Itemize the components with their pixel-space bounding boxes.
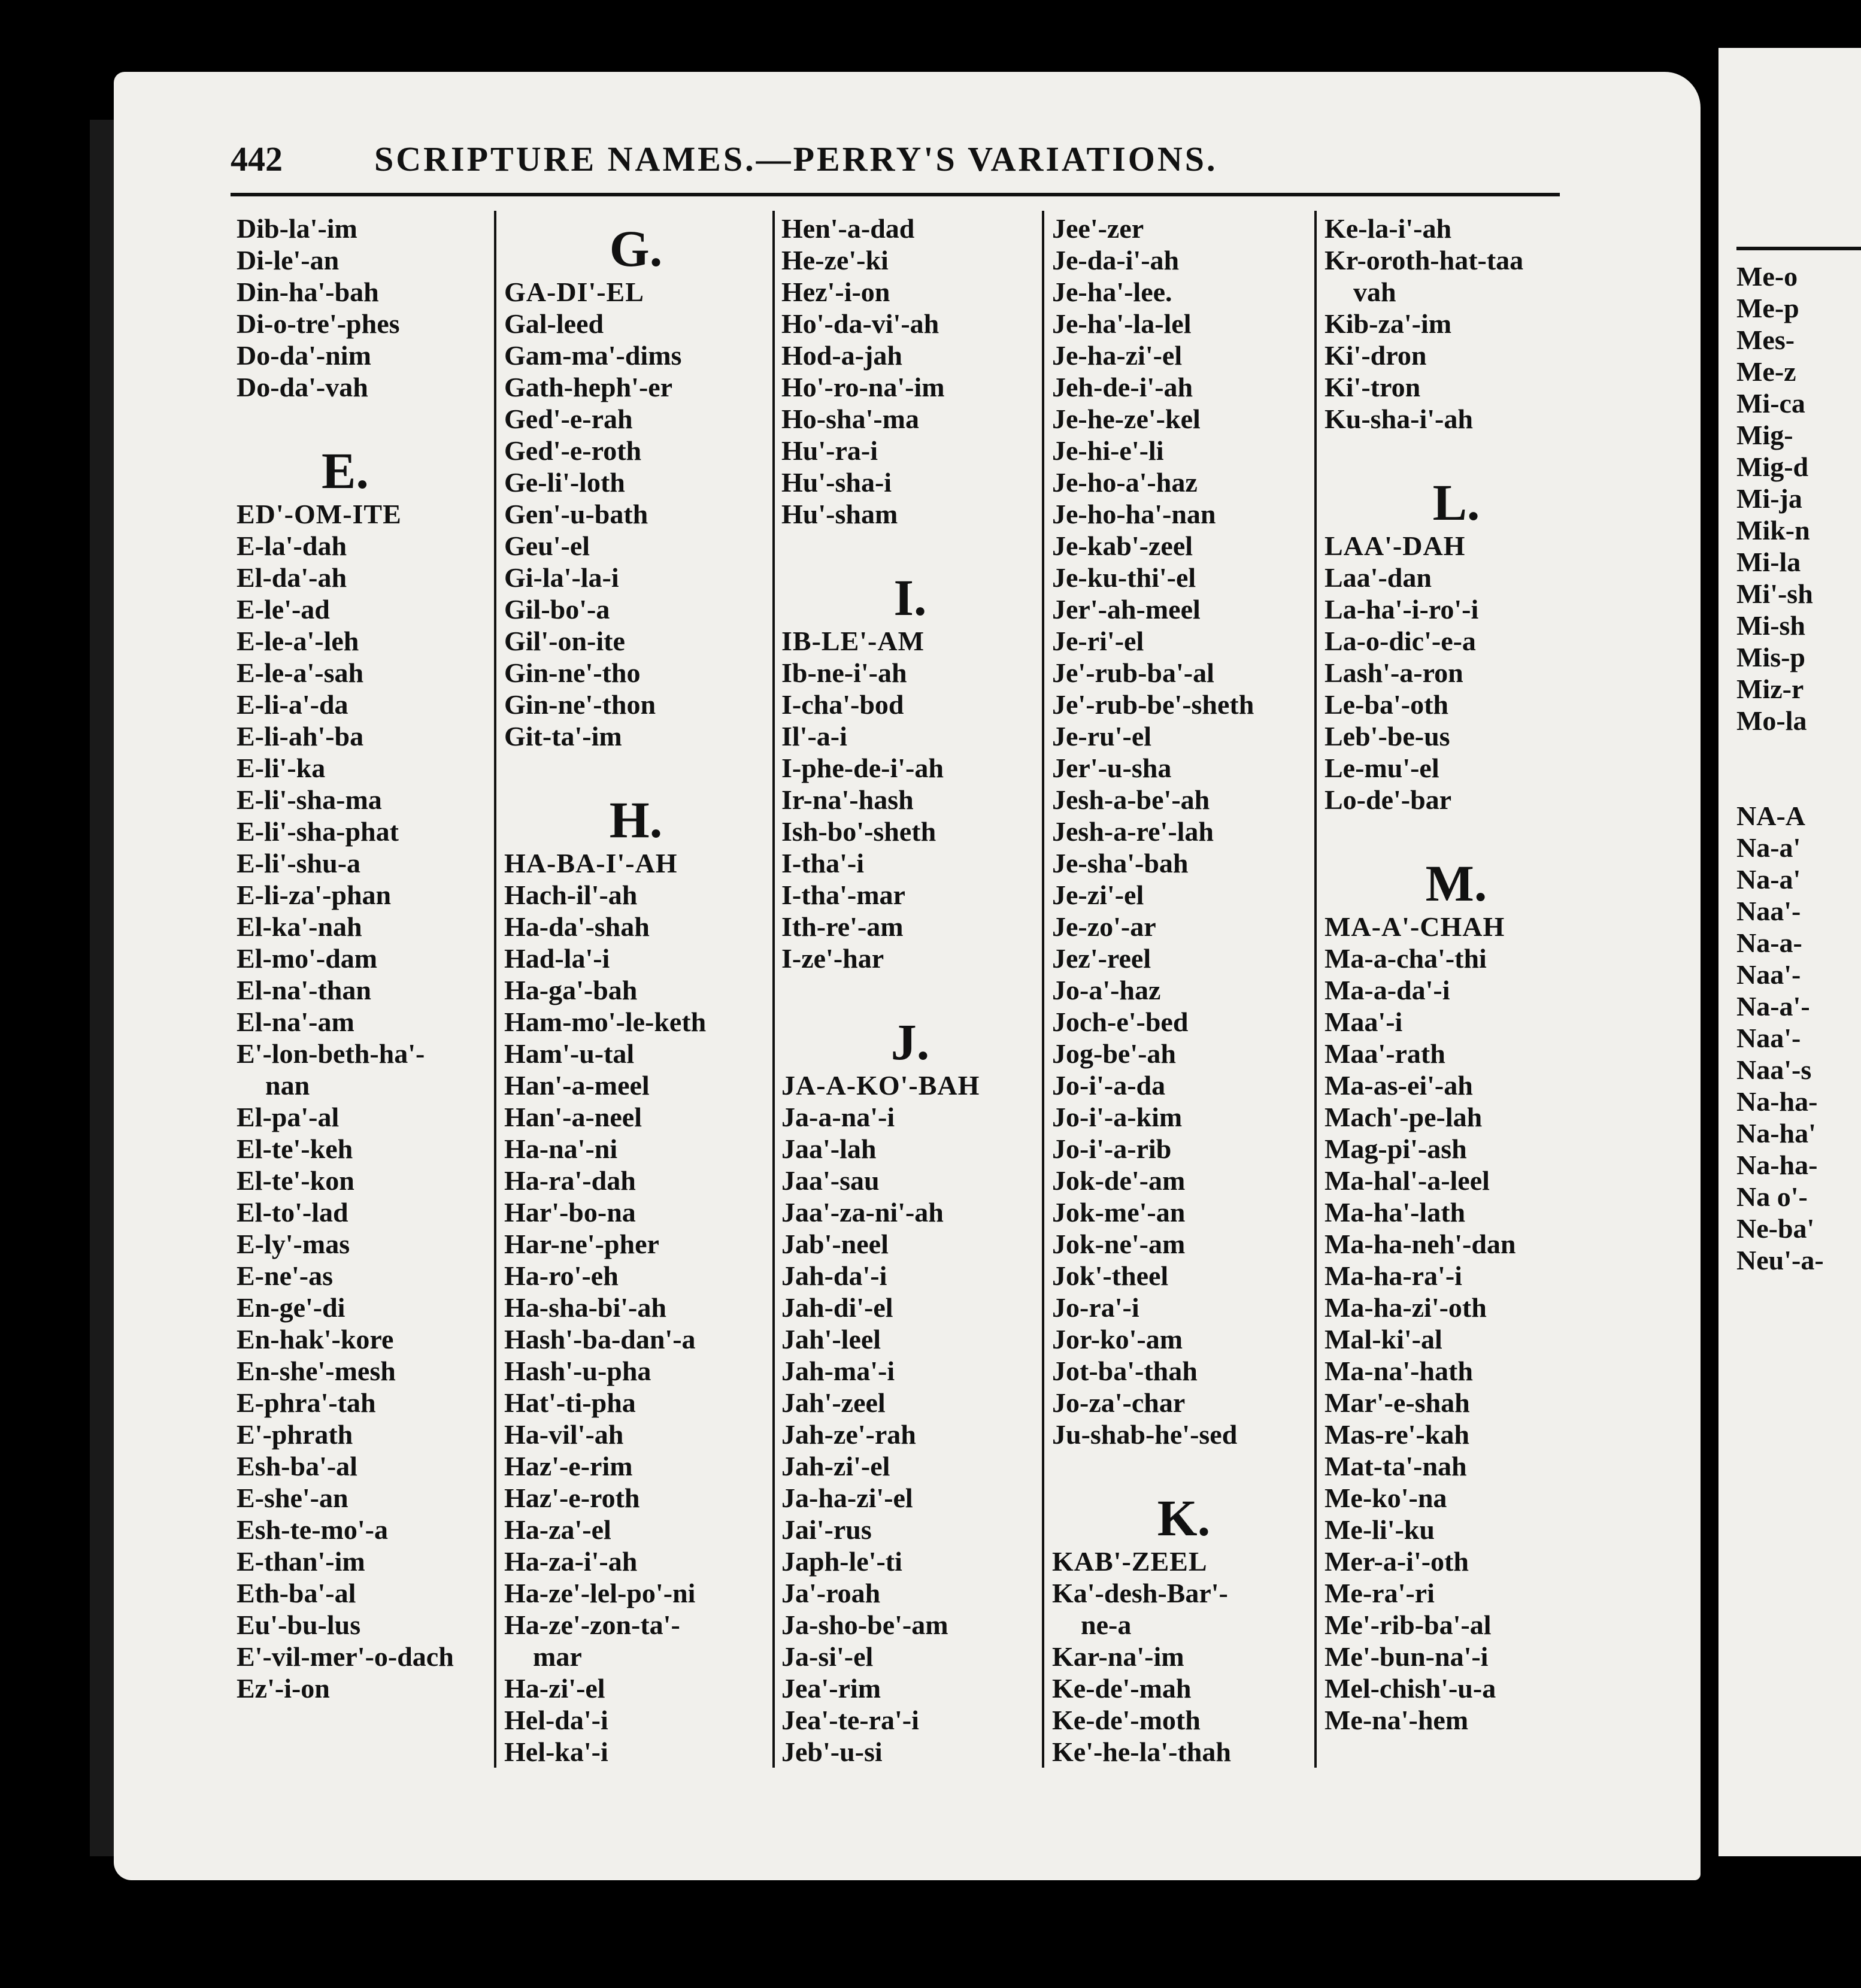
name-entry: Ir-na'-hash	[781, 784, 914, 815]
section-spacer	[237, 403, 454, 435]
facing-page-entry: Na-ha-	[1736, 1150, 1818, 1180]
name-entry: Me-ra'-ri	[1324, 1578, 1435, 1608]
name-entry: Ki'-dron	[1324, 340, 1427, 371]
name-entry: Ke-la-i'-ah	[1324, 213, 1452, 244]
name-entry: Jok'-theel	[1052, 1260, 1169, 1291]
name-entry: Di-o-tre'-phes	[237, 308, 400, 339]
column-divider	[772, 211, 775, 1768]
name-entry: Ha-sha-bi'-ah	[504, 1292, 666, 1323]
name-entry: El-pa'-al	[237, 1102, 340, 1132]
section-letter: M.	[1425, 854, 1487, 912]
name-entry: Gal-leed	[504, 308, 604, 339]
name-entry: Je-hi-e'-li	[1052, 435, 1164, 466]
name-entry: Kr-oroth-hat-taa	[1324, 245, 1524, 275]
name-entry: Je-ku-thi'-el	[1052, 562, 1196, 593]
facing-page-entry: Naa'-	[1736, 896, 1801, 926]
section-letter: I.	[893, 569, 927, 626]
section-first-entry: MA-A'-CHAH	[1324, 911, 1505, 942]
name-entry: Ha-na'-ni	[504, 1134, 618, 1164]
facing-page-entry: Mi-sh	[1736, 610, 1805, 641]
name-entry: La-ha'-i-ro'-i	[1324, 594, 1479, 625]
section-letter: E.	[321, 442, 369, 499]
section-letter: K.	[1157, 1489, 1211, 1547]
facing-page-entry: Neu'-a-	[1736, 1245, 1824, 1275]
facing-page-entry: Me-o	[1736, 261, 1798, 292]
section-letter: H.	[609, 791, 663, 848]
section-first-entry: KAB'-ZEEL	[1052, 1546, 1208, 1577]
name-entry: La-o-dic'-e-a	[1324, 626, 1476, 656]
name-entry: Ma-ha-zi'-oth	[1324, 1292, 1487, 1323]
name-entry: Il'-a-i	[781, 721, 847, 751]
name-entry: Jah-ma'-i	[781, 1356, 895, 1386]
name-entry: Ja-ha-zi'-el	[781, 1483, 913, 1513]
name-entry: E-li-za'-phan	[237, 880, 392, 910]
name-entry: Hach-il'-ah	[504, 880, 638, 910]
name-entry: Japh-le'-ti	[781, 1546, 902, 1577]
name-entry: Gam-ma'-dims	[504, 340, 682, 371]
facing-page-entry: NA-A	[1736, 801, 1805, 831]
name-entry: Jai'-rus	[781, 1514, 872, 1545]
name-entry: Mar'-e-shah	[1324, 1387, 1470, 1418]
name-entry: Ha-da'-shah	[504, 911, 650, 942]
name-entry: Jesh-a-be'-ah	[1052, 784, 1210, 815]
name-entry: Gin-ne'-tho	[504, 657, 641, 688]
name-entry: Esh-te-mo'-a	[237, 1514, 388, 1545]
name-entry: Mel-chish'-u-a	[1324, 1673, 1496, 1704]
name-entry: Hel-da'-i	[504, 1705, 608, 1735]
name-entry: Ha-ze'-zon-ta'-	[504, 1610, 680, 1640]
name-entry: I-tha'-mar	[781, 880, 905, 910]
section-letter: L.	[1432, 474, 1480, 531]
name-entry: Le-mu'-el	[1324, 753, 1439, 783]
facing-page-entry	[1736, 768, 1824, 800]
name-entry: Ez'-i-on	[237, 1673, 330, 1704]
name-entry: Ki'-tron	[1324, 372, 1421, 402]
name-entry: Laa'-dan	[1324, 562, 1432, 593]
name-entry: En-ge'-di	[237, 1292, 345, 1323]
page-header	[231, 139, 1368, 187]
name-entry: Ma-na'-hath	[1324, 1356, 1473, 1386]
name-entry: Jee'-zer	[1052, 213, 1144, 244]
name-entry: Mat-ta'-nah	[1324, 1451, 1467, 1481]
section-first-entry: ED'-OM-ITE	[237, 499, 402, 529]
name-entry: Ha-za-i'-ah	[504, 1546, 638, 1577]
name-entry: Mer-a-i'-oth	[1324, 1546, 1469, 1577]
name-entry: El-ka'-nah	[237, 911, 362, 942]
name-entry: E'-vil-mer'-o-dach	[237, 1641, 454, 1672]
name-entry: Je-ha'-la-lel	[1052, 308, 1192, 339]
section-letter: J.	[890, 1013, 930, 1071]
facing-page-entry: Mik-n	[1736, 515, 1810, 546]
name-entry: Ho'-ro-na'-im	[781, 372, 945, 402]
name-entry: El-na'-am	[237, 1007, 354, 1037]
section-spacer	[781, 530, 1039, 562]
facing-page-entry: Na-ha'	[1736, 1118, 1816, 1148]
name-entry: Geu'-el	[504, 531, 590, 561]
name-entry: Maa'-i	[1324, 1007, 1403, 1037]
name-entry: Me-li'-ku	[1324, 1514, 1435, 1545]
facing-page-entry: Na-a'-	[1736, 991, 1810, 1022]
name-entry: Ham'-u-tal	[504, 1038, 635, 1069]
name-entry: Jah-da'-i	[781, 1260, 887, 1291]
header-rule	[231, 193, 1560, 196]
name-entry: Hash'-ba-dan'-a	[504, 1324, 696, 1354]
name-entry: Ju-shab-he'-sed	[1052, 1419, 1238, 1450]
name-entry: Je'-rub-ba'-al	[1052, 657, 1214, 688]
name-entry: Kib-za'-im	[1324, 308, 1452, 339]
name-entry: Jah'-leel	[781, 1324, 881, 1354]
column-divider	[1314, 211, 1317, 1768]
name-entry: Je-ri'-el	[1052, 626, 1144, 656]
name-entry: Do-da'-vah	[237, 372, 368, 402]
facing-page-fragment	[1718, 48, 1861, 1856]
name-entry: Ja-si'-el	[781, 1641, 874, 1672]
name-entry: Jaa'-za-ni'-ah	[781, 1197, 944, 1228]
name-entry: Je-ho-a'-haz	[1052, 467, 1198, 498]
name-entry: E-li-a'-da	[237, 689, 348, 720]
name-entry: Haz'-e-rim	[504, 1451, 633, 1481]
name-entry: E-ly'-mas	[237, 1229, 350, 1259]
name-entry: Hod-a-jah	[781, 340, 902, 371]
name-entry: Ke-de'-mah	[1052, 1673, 1192, 1704]
name-entry: Hash'-u-pha	[504, 1356, 651, 1386]
name-entry: E-li'-sha-phat	[237, 816, 399, 847]
facing-page-entry: Naa'-s	[1736, 1054, 1812, 1085]
name-entry: Jah'-zeel	[781, 1387, 886, 1418]
name-entry: Dib-la'-im	[237, 213, 357, 244]
name-entry: I-cha'-bod	[781, 689, 904, 720]
section-spacer	[781, 974, 1039, 1006]
name-entry: Ho'-da-vi'-ah	[781, 308, 939, 339]
name-entry: mar	[533, 1641, 582, 1672]
name-column-2	[504, 213, 768, 1768]
facing-page-entry: Mi-la	[1736, 547, 1801, 577]
section-first-entry: JA-A-KO'-BAH	[781, 1070, 980, 1101]
name-entry: E-phra'-tah	[237, 1387, 376, 1418]
name-entry: Je'-rub-be'-sheth	[1052, 689, 1254, 720]
name-entry: Ke-de'-moth	[1052, 1705, 1201, 1735]
name-entry: Ish-bo'-sheth	[781, 816, 936, 847]
name-entry: E-she'-an	[237, 1483, 348, 1513]
name-entry: Ha-za'-el	[504, 1514, 611, 1545]
name-entry: Maa'-rath	[1324, 1038, 1445, 1069]
name-entry: Gil'-on-ite	[504, 626, 625, 656]
name-entry: Ith-re'-am	[781, 911, 904, 942]
name-entry: Gin-ne'-thon	[504, 689, 656, 720]
page-edge-shadow	[90, 120, 117, 1856]
section-first-entry: LAA'-DAH	[1324, 531, 1466, 561]
name-column-4	[1052, 213, 1316, 1768]
facing-page-entry: Me-p	[1736, 293, 1799, 323]
name-entry: Jo-ra'-i	[1052, 1292, 1139, 1323]
section-spacer	[1324, 816, 1588, 847]
name-entry: Jaa'-sau	[781, 1165, 880, 1196]
facing-page-entry	[1736, 737, 1824, 768]
name-entry: Je-kab'-zeel	[1052, 531, 1193, 561]
name-entry: Haz'-e-roth	[504, 1483, 640, 1513]
name-entry: Leb'-be-us	[1324, 721, 1450, 751]
name-entry: E-than'-im	[237, 1546, 365, 1577]
name-entry: E-li'-ka	[237, 753, 326, 783]
name-entry: I-ze'-har	[781, 943, 884, 974]
name-entry: Esh-ba'-al	[237, 1451, 357, 1481]
name-entry: Mag-pi'-ash	[1324, 1134, 1467, 1164]
name-entry: Ha-ze'-lel-po'-ni	[504, 1578, 696, 1608]
facing-page-entry: Na-a-	[1736, 928, 1802, 958]
name-entry: Lo-de'-bar	[1324, 784, 1452, 815]
name-entry: Je-zi'-el	[1052, 880, 1144, 910]
name-entry: El-to'-lad	[237, 1197, 348, 1228]
name-entry: Gil-bo'-a	[504, 594, 610, 625]
name-entry: Ge-li'-loth	[504, 467, 625, 498]
name-entry: Ma-as-ei'-ah	[1324, 1070, 1473, 1101]
section-letter: G.	[609, 220, 663, 277]
name-entry: vah	[1353, 277, 1396, 307]
name-entry: Me'-bun-na'-i	[1324, 1641, 1489, 1672]
name-entry: Han'-a-neel	[504, 1102, 642, 1132]
name-entry: Jah-di'-el	[781, 1292, 893, 1323]
facing-page-entry: Mi-ja	[1736, 483, 1802, 514]
section-spacer	[1052, 1450, 1316, 1482]
name-entry: Ha-ga'-bah	[504, 975, 638, 1005]
name-entry: Lash'-a-ron	[1324, 657, 1463, 688]
name-entry: Kar-na'-im	[1052, 1641, 1184, 1672]
name-entry: Jer'-ah-meel	[1052, 594, 1201, 625]
name-entry: Jah-ze'-rah	[781, 1419, 916, 1450]
name-entry: Hu'-sham	[781, 499, 898, 529]
name-entry: Han'-a-meel	[504, 1070, 650, 1101]
name-entry: Ham-mo'-le-keth	[504, 1007, 707, 1037]
name-entry: E-li'-sha-ma	[237, 784, 382, 815]
name-entry: Jo-i'-a-rib	[1052, 1134, 1172, 1164]
name-entry: Jea'-te-ra'-i	[781, 1705, 919, 1735]
name-column-3	[781, 213, 1039, 1768]
name-entry: Gath-heph'-er	[504, 372, 673, 402]
name-entry: Ged'-e-rah	[504, 404, 633, 434]
name-entry: Ma-a-cha'-thi	[1324, 943, 1487, 974]
name-entry: Ma-ha'-lath	[1324, 1197, 1466, 1228]
name-entry: ne-a	[1081, 1610, 1132, 1640]
facing-page-entry: Naa'-	[1736, 1023, 1801, 1053]
name-entry: Jer'-u-sha	[1052, 753, 1172, 783]
name-column-1	[237, 213, 454, 1704]
name-entry: Ke'-he-la'-thah	[1052, 1737, 1231, 1767]
name-entry: Je-da-i'-ah	[1052, 245, 1180, 275]
section-spacer	[504, 752, 768, 784]
name-entry: Jo-za'-char	[1052, 1387, 1186, 1418]
name-entry: En-she'-mesh	[237, 1356, 396, 1386]
name-entry: Ma-ha-ra'-i	[1324, 1260, 1462, 1291]
name-entry: nan	[265, 1070, 310, 1101]
name-entry: En-hak'-kore	[237, 1324, 394, 1354]
name-entry: Ho-sha'-ma	[781, 404, 919, 434]
name-entry: Jog-be'-ah	[1052, 1038, 1176, 1069]
facing-page-entry: Mo-la	[1736, 705, 1807, 736]
name-entry: E-li'-shu-a	[237, 848, 361, 878]
name-column-5	[1324, 213, 1588, 1736]
name-entry: Je-zo'-ar	[1052, 911, 1156, 942]
facing-page-entry: Na o'-	[1736, 1181, 1808, 1212]
name-entry: Je-ha'-lee.	[1052, 277, 1172, 307]
name-entry: Je-ho-ha'-nan	[1052, 499, 1216, 529]
name-entry: Ha-vil'-ah	[504, 1419, 624, 1450]
name-entry: Har-ne'-pher	[504, 1229, 659, 1259]
name-entry: Hen'-a-dad	[781, 213, 915, 244]
name-entry: E-le-a'-leh	[237, 626, 359, 656]
name-entry: He-ze'-ki	[781, 245, 889, 275]
name-entry: Jok-ne'-am	[1052, 1229, 1186, 1259]
section-first-entry: HA-BA-I'-AH	[504, 848, 678, 878]
name-entry: Din-ha'-bah	[237, 277, 379, 307]
name-entry: Jor-ko'-am	[1052, 1324, 1183, 1354]
name-entry: Jot-ba'-thah	[1052, 1356, 1198, 1386]
section-first-entry: GA-DI'-EL	[504, 277, 644, 307]
name-entry: El-te'-kon	[237, 1165, 354, 1196]
name-entry: Jesh-a-re'-lah	[1052, 816, 1214, 847]
name-entry: Ja-a-na'-i	[781, 1102, 895, 1132]
name-entry: Ku-sha-i'-ah	[1324, 404, 1473, 434]
name-entry: Jab'-neel	[781, 1229, 889, 1259]
facing-page-column	[1736, 260, 1824, 1276]
name-entry: El-te'-keh	[237, 1134, 353, 1164]
name-entry: E'-phrath	[237, 1419, 353, 1450]
name-entry: Git-ta'-im	[504, 721, 622, 751]
name-entry: Jo-i'-a-da	[1052, 1070, 1166, 1101]
name-entry: Jez'-reel	[1052, 943, 1151, 974]
name-entry: Had-la'-i	[504, 943, 610, 974]
name-entry: Ha-ro'-eh	[504, 1260, 619, 1291]
facing-page-entry: Ne-ba'	[1736, 1213, 1815, 1244]
facing-page-entry: Mi'-sh	[1736, 578, 1813, 609]
name-entry: Jok-me'-an	[1052, 1197, 1186, 1228]
facing-page-rule	[1736, 247, 1861, 250]
facing-page-entry: Me-z	[1736, 356, 1796, 387]
name-entry: El-na'-than	[237, 975, 371, 1005]
name-entry: Je-ru'-el	[1052, 721, 1152, 751]
name-entry: Ja-sho-be'-am	[781, 1610, 948, 1640]
name-entry: I-tha'-i	[781, 848, 864, 878]
name-entry: Ka'-desh-Bar'-	[1052, 1578, 1228, 1608]
name-entry: E-le-a'-sah	[237, 657, 364, 688]
name-entry: Do-da'-nim	[237, 340, 371, 371]
name-entry: Me-ko'-na	[1324, 1483, 1447, 1513]
name-entry: E'-lon-beth-ha'-	[237, 1038, 425, 1069]
name-entry: E-li-ah'-ba	[237, 721, 364, 751]
name-entry: Hel-ka'-i	[504, 1737, 608, 1767]
name-entry: Ha-ra'-dah	[504, 1165, 636, 1196]
name-entry: Mal-ki'-al	[1324, 1324, 1442, 1354]
facing-page-entry: Mis-p	[1736, 642, 1805, 672]
name-entry: Je-he-ze'-kel	[1052, 404, 1201, 434]
facing-page-entry: Naa'-	[1736, 959, 1801, 990]
name-entry: Jok-de'-am	[1052, 1165, 1186, 1196]
column-divider	[494, 211, 496, 1768]
facing-page-entry: Mig-d	[1736, 451, 1809, 482]
name-entry: Je-ha-zi'-el	[1052, 340, 1183, 371]
name-entry: Jea'-rim	[781, 1673, 881, 1704]
name-entry: Har'-bo-na	[504, 1197, 636, 1228]
name-entry: Ma-ha-neh'-dan	[1324, 1229, 1516, 1259]
section-spacer	[1324, 435, 1588, 466]
name-entry: Mas-re'-kah	[1324, 1419, 1469, 1450]
name-entry: Me-na'-hem	[1324, 1705, 1469, 1735]
name-entry: Ha-zi'-el	[504, 1673, 605, 1704]
column-divider	[1042, 211, 1044, 1768]
name-entry: Ged'-e-roth	[504, 435, 642, 466]
name-entry: Jah-zi'-el	[781, 1451, 890, 1481]
name-entry: I-phe-de-i'-ah	[781, 753, 944, 783]
section-first-entry: IB-LE'-AM	[781, 626, 925, 656]
name-entry: El-da'-ah	[237, 562, 347, 593]
name-entry: Mach'-pe-lah	[1324, 1102, 1483, 1132]
name-entry: Ib-ne-i'-ah	[781, 657, 907, 688]
facing-page-entry: Mig-	[1736, 420, 1793, 450]
name-entry: Jo-a'-haz	[1052, 975, 1161, 1005]
name-entry: Ma-a-da'-i	[1324, 975, 1450, 1005]
name-entry: Eth-ba'-al	[237, 1578, 356, 1608]
name-entry: Hat'-ti-pha	[504, 1387, 636, 1418]
name-entry: Di-le'-an	[237, 245, 340, 275]
name-entry: Ja'-roah	[781, 1578, 881, 1608]
facing-page-entry: Na-a'	[1736, 864, 1801, 895]
name-entry: El-mo'-dam	[237, 943, 378, 974]
running-title: SCRIPTURE NAMES.—PERRY'S VARIATIONS.	[374, 140, 1218, 178]
name-entry: Hez'-i-on	[781, 277, 890, 307]
name-entry: Le-ba'-oth	[1324, 689, 1448, 720]
name-entry: E-ne'-as	[237, 1260, 333, 1291]
name-entry: Joch-e'-bed	[1052, 1007, 1189, 1037]
name-entry: Hu'-ra-i	[781, 435, 878, 466]
facing-page-entry: Na-a'	[1736, 832, 1801, 863]
name-entry: Jo-i'-a-kim	[1052, 1102, 1183, 1132]
facing-page-entry: Mi-ca	[1736, 388, 1805, 419]
facing-page-entry: Miz-r	[1736, 674, 1804, 704]
facing-page-entry: Mes-	[1736, 325, 1795, 355]
name-entry: Gi-la'-la-i	[504, 562, 619, 593]
name-entry: Je-sha'-bah	[1052, 848, 1189, 878]
facing-page-entry: Na-ha-	[1736, 1086, 1818, 1117]
name-entry: Ma-hal'-a-leel	[1324, 1165, 1490, 1196]
name-entry: Me'-rib-ba'-al	[1324, 1610, 1492, 1640]
name-entry: Jeh-de-i'-ah	[1052, 372, 1193, 402]
name-entry: Eu'-bu-lus	[237, 1610, 361, 1640]
name-entry: Gen'-u-bath	[504, 499, 648, 529]
name-entry: E-le'-ad	[237, 594, 330, 625]
name-entry: Jaa'-lah	[781, 1134, 877, 1164]
page-number: 442	[231, 140, 283, 178]
name-entry: E-la'-dah	[237, 531, 347, 561]
name-entry: Hu'-sha-i	[781, 467, 892, 498]
name-entry: Jeb'-u-si	[781, 1737, 883, 1767]
